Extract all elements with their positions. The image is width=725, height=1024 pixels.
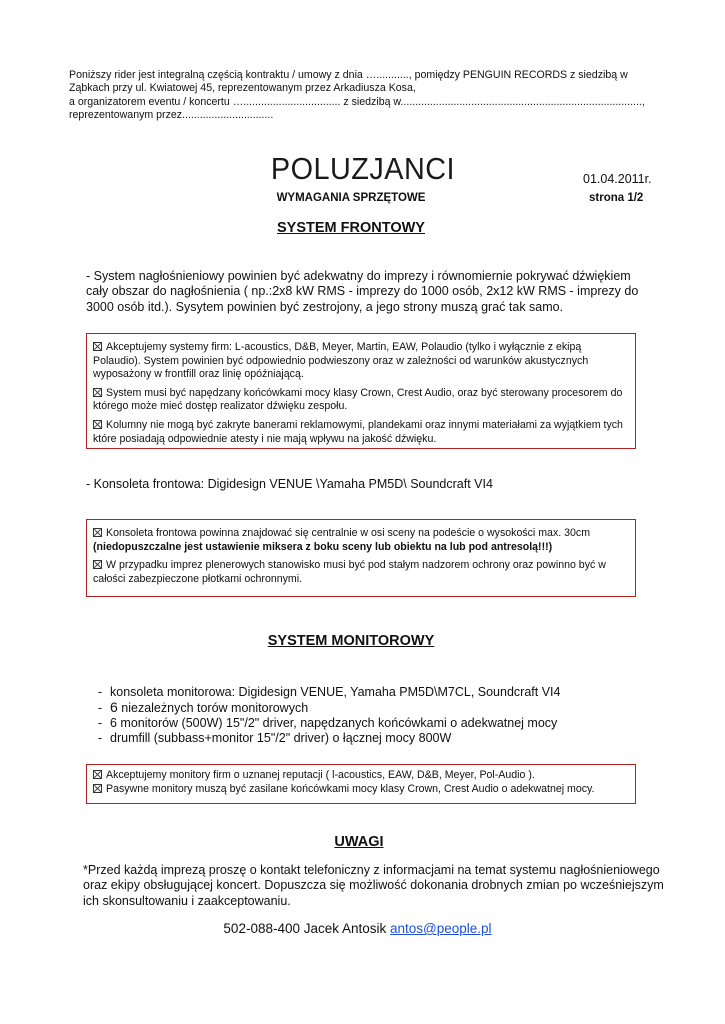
contact-phone-name: 502-088-400 Jacek Antosik (223, 921, 391, 936)
requirement-item (93, 559, 627, 586)
intro-line: Poniższy rider jest integralną częścią kontraktu / umowy z dnia …..........., pomiędzy PENGUIN RECORDS z siedzibą w (69, 69, 628, 81)
requirement-item (93, 527, 627, 554)
requirement-item (93, 783, 627, 797)
paragraph-line: - System nagłośnieniowy powinien być adekwatny do imprezy i równomiernie pokrywać dźwiękiem (86, 269, 631, 283)
document-subtitle: WYMAGANIA SPRZĘTOWE (276, 192, 426, 204)
front-requirements-box (86, 333, 636, 449)
requirement-item (93, 341, 627, 382)
monitor-requirements-box (86, 764, 636, 804)
front-system-heading: SYSTEM FRONTOWY (277, 220, 425, 236)
checkbox-icon (93, 770, 102, 779)
list-item: - konsoleta monitorowa: Digidesign VENUE, Yamaha PM5D\M7CL, Soundcraft VI4 (98, 685, 561, 699)
list-item: - drumfill (subbass+monitor 15"/2" driver) o łącznej mocy 800W (98, 731, 452, 745)
paragraph-line: ich skonsultowaniu i zaakceptowaniu. (83, 893, 291, 908)
requirement-text: Kolumny nie mogą być zakryte banerami reklamowymi, plandekami oraz innymi materiałami za wyjątkiem tych które posiadają odpowiednie atesty i nie mają wpływu na jakość dźwięku. (93, 418, 623, 445)
list-item-text: drumfill (subbass+monitor 15"/2" driver) o łącznej mocy 800W (110, 731, 452, 745)
band-name: POLUZJANCI (270, 151, 455, 186)
front-system-paragraph (86, 269, 660, 315)
requirement-text: Akceptujemy monitory firm o uznanej reputacji ( l-acoustics, EAW, D&B, Meyer, Pol-Audio ). (106, 769, 535, 781)
front-console-line: - Konsoleta frontowa: Digidesign VENUE \Yamaha PM5D\ Soundcraft VI4 (86, 477, 493, 491)
requirement-text: Akceptujemy systemy firm: L-acoustics, D&B, Meyer, Martin, EAW, Polaudio (tylko i wyłącznie z ekipą Polaudio). System powinien być odpowiednio podwieszony oraz w zależności od warunków akustycznych wyposażony w frontfill oraz linię opóźniającą. (93, 341, 589, 381)
monitor-list (98, 685, 560, 746)
page-number: strona 1/2 (589, 192, 644, 204)
front-console-box (86, 519, 636, 597)
list-item-text: 6 monitorów (500W) 15"/2" driver, napędzanych końcówkami o adekwatnej mocy (110, 716, 558, 730)
requirement-item (93, 387, 627, 414)
requirement-text: Pasywne monitory muszą być zasilane końcówkami mocy klasy Crown, Crest Audio o adekwatnej mocy. (106, 782, 595, 795)
requirement-bold-text: (niedopuszczalne jest ustawienie miksera z boku sceny lub obiektu na lub pod antresolą!!!) (93, 540, 553, 553)
intro-line: Ząbkach przy ul. Kwiatowej 45, reprezentowanym przez Arkadiusza Kosa, (69, 82, 416, 95)
paragraph-line: oraz ekipy obsługującej koncert. Dopuszcza się możliwość dokonania drobnych zmian po wcześniejszym (83, 878, 664, 893)
intro-line: a organizatorem eventu / koncertu …................................. z siedzibą w.................................................................................., (69, 95, 645, 108)
checkbox-icon (93, 420, 102, 429)
paragraph-line: cały obszar do nagłośnienia ( np.:2x8 kW RMS - imprezy do 1000 osób, 2x12 kW RMS - imprezy do (86, 284, 639, 299)
intro-paragraph (69, 69, 659, 123)
list-item-number: 6 (110, 699, 118, 715)
document-date: 01.04.2011r. (583, 172, 652, 186)
monitor-system-heading: SYSTEM MONITOROWY (267, 633, 435, 649)
requirement-text: W przypadku imprez plenerowych stanowisko musi być pod stałym nadzorem ochrony oraz powinno być w całości zabezpieczone płotkami ochronnymi. (93, 559, 606, 585)
list-item-text: konsoleta monitorowa: Digidesign VENUE, Yamaha PM5D\M7CL, Soundcraft VI4 (110, 685, 561, 699)
checkbox-icon (93, 784, 102, 793)
paragraph-line: *Przed każdą imprezą proszę o kontakt telefoniczny z informacjami na temat systemu nagłośnieniowego (83, 863, 660, 877)
requirement-item (93, 769, 627, 783)
list-item: - 6 niezależnych torów monitorowych (98, 699, 309, 715)
checkbox-icon (93, 560, 102, 569)
checkbox-icon (93, 528, 102, 537)
checkbox-icon (93, 342, 102, 351)
notes-paragraph (83, 863, 673, 909)
list-item: - 6 monitorów (500W) 15"/2" driver, napędzanych końcówkami o adekwatnej mocy (98, 716, 558, 730)
requirement-text: Konsoleta frontowa powinna znajdować się centralnie w osi sceny na podeście o wysokości max. 30cm (106, 527, 591, 539)
requirement-text: System musi być napędzany końcówkami mocy klasy Crown, Crest Audio, oraz być sterowany procesorem do którego może mieć dostęp realizator dźwięku zespołu. (93, 386, 623, 413)
contact-email-link[interactable]: antos@people.pl (390, 921, 492, 936)
contact-line (0, 921, 715, 936)
checkbox-icon (93, 388, 102, 397)
intro-line: reprezentowanym przez............................... (69, 109, 274, 122)
requirement-item (93, 419, 627, 446)
notes-heading: UWAGI (334, 834, 384, 850)
list-item-text: niezależnych torów monitorowych (117, 701, 309, 715)
paragraph-line: 3000 osób itd.). Sysytem powinien być zestrojony, a jego strony muszą grać tak samo. (86, 299, 564, 314)
